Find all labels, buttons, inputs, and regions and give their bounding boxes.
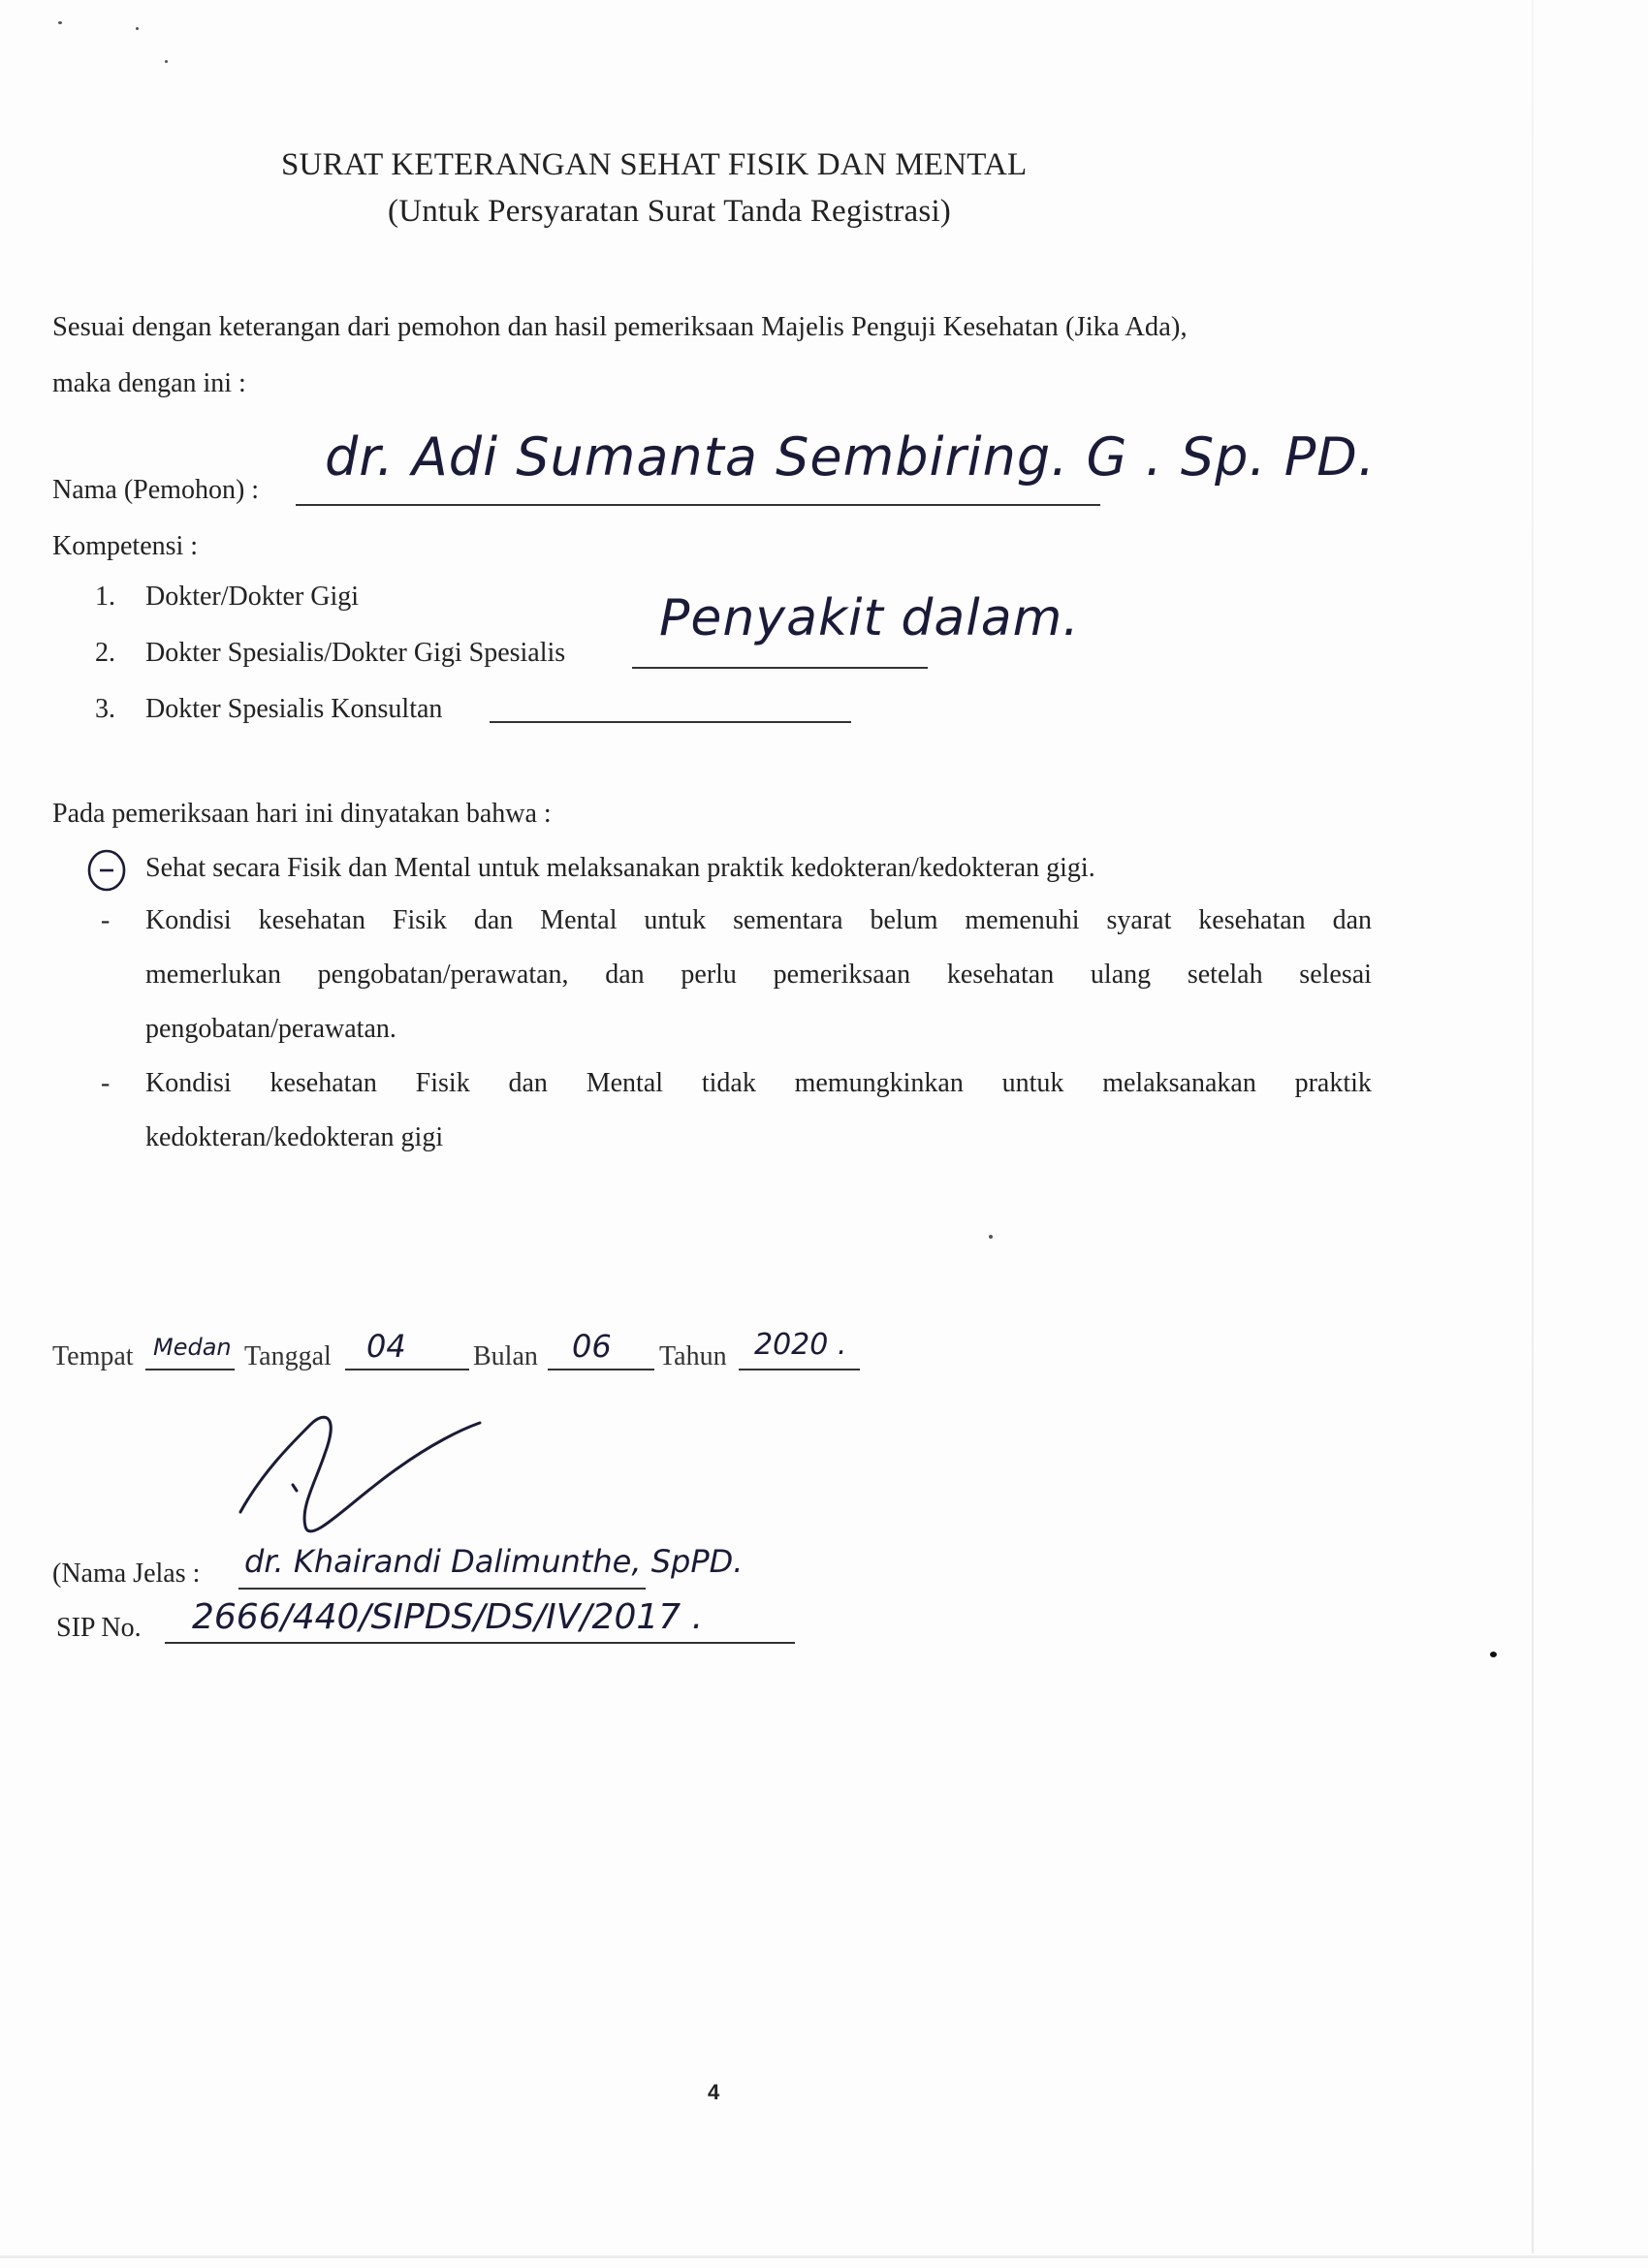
signer-underline xyxy=(238,1588,646,1590)
kompetensi-2-underline xyxy=(632,667,928,669)
place-label: Tempat xyxy=(52,1341,134,1371)
kompetensi-number: 3. xyxy=(95,694,115,724)
date-underline xyxy=(345,1369,469,1370)
signature-icon xyxy=(233,1396,485,1560)
kompetensi-3-underline xyxy=(490,721,851,723)
kompetensi-item-2: Dokter Spesialis/Dokter Gigi Spesialis xyxy=(145,638,566,668)
intro-line-1: Sesuai dengan keterangan dari pemohon dan hasil pemeriksaan Majelis Penguji Kesehatan (Jika Ada), xyxy=(52,312,1188,342)
scan-speck xyxy=(165,60,168,63)
month-underline xyxy=(548,1369,654,1370)
name-label: Nama (Pemohon) : xyxy=(52,475,260,505)
circle-mark-icon xyxy=(85,849,128,892)
document-subtitle: (Untuk Persyaratan Surat Tanda Registrasi) xyxy=(388,194,952,229)
specialty-handwritten: Penyakit dalam. xyxy=(659,589,1080,647)
option-2-dash: - xyxy=(101,905,111,935)
scan-speck xyxy=(989,1235,993,1239)
scan-edge-bottom xyxy=(0,2255,1648,2258)
date-handwritten: 04 xyxy=(366,1328,406,1365)
kompetensi-item-3: Dokter Spesialis Konsultan xyxy=(145,694,443,724)
scan-edge xyxy=(1532,0,1534,2253)
page-number: 4 xyxy=(708,2080,720,2104)
sip-handwritten: 2666/440/SIPDS/DS/IV/2017 . xyxy=(192,1597,704,1637)
kompetensi-item-1: Dokter/Dokter Gigi xyxy=(145,582,360,612)
option-3-line-1: Kondisi kesehatan Fisik dan Mental tidak memungkinkan untuk melaksanakan praktik xyxy=(145,1068,1372,1098)
kompetensi-label: Kompetensi : xyxy=(52,531,199,561)
name-handwritten: dr. Adi Sumanta Sembiring. G . Sp. PD. xyxy=(325,426,1377,488)
kompetensi-number: 1. xyxy=(95,582,115,612)
month-label: Bulan xyxy=(473,1341,538,1371)
signer-label: (Nama Jelas : xyxy=(52,1559,201,1589)
option-3-line-2: kedokteran/kedokteran gigi xyxy=(145,1122,444,1152)
statement-intro: Pada pemeriksaan hari ini dinyatakan bahwa : xyxy=(52,799,552,829)
document-title: SURAT KETERANGAN SEHAT FISIK DAN MENTAL xyxy=(281,147,1028,182)
place-underline xyxy=(145,1369,235,1370)
year-handwritten: 2020 . xyxy=(754,1328,847,1362)
intro-line-2: maka dengan ini : xyxy=(52,368,246,398)
sip-underline xyxy=(165,1642,795,1644)
month-handwritten: 06 xyxy=(572,1328,612,1365)
sip-label: SIP No. xyxy=(56,1613,142,1643)
scan-speck xyxy=(58,21,62,24)
place-handwritten: Medan xyxy=(153,1334,232,1361)
signer-handwritten: dr. Khairandi Dalimunthe, SpPD. xyxy=(244,1543,744,1580)
date-label: Tanggal xyxy=(244,1341,332,1371)
kompetensi-number: 2. xyxy=(95,638,115,668)
scan-speck xyxy=(136,27,139,30)
option-2-line-3: pengobatan/perawatan. xyxy=(145,1014,396,1044)
year-underline xyxy=(739,1369,860,1370)
option-2-line-1: Kondisi kesehatan Fisik dan Mental untuk sementara belum memenuhi syarat kesehatan dan xyxy=(145,905,1372,935)
scan-speck xyxy=(1490,1652,1497,1657)
option-2-line-2: memerlukan pengobatan/perawatan, dan perlu pemeriksaan kesehatan ulang setelah selesai xyxy=(145,960,1372,990)
name-underline xyxy=(296,504,1100,506)
option-1-text: Sehat secara Fisik dan Mental untuk melaksanakan praktik kedokteran/kedokteran gigi. xyxy=(145,853,1095,883)
year-label: Tahun xyxy=(659,1341,727,1371)
option-3-dash: - xyxy=(101,1068,111,1098)
